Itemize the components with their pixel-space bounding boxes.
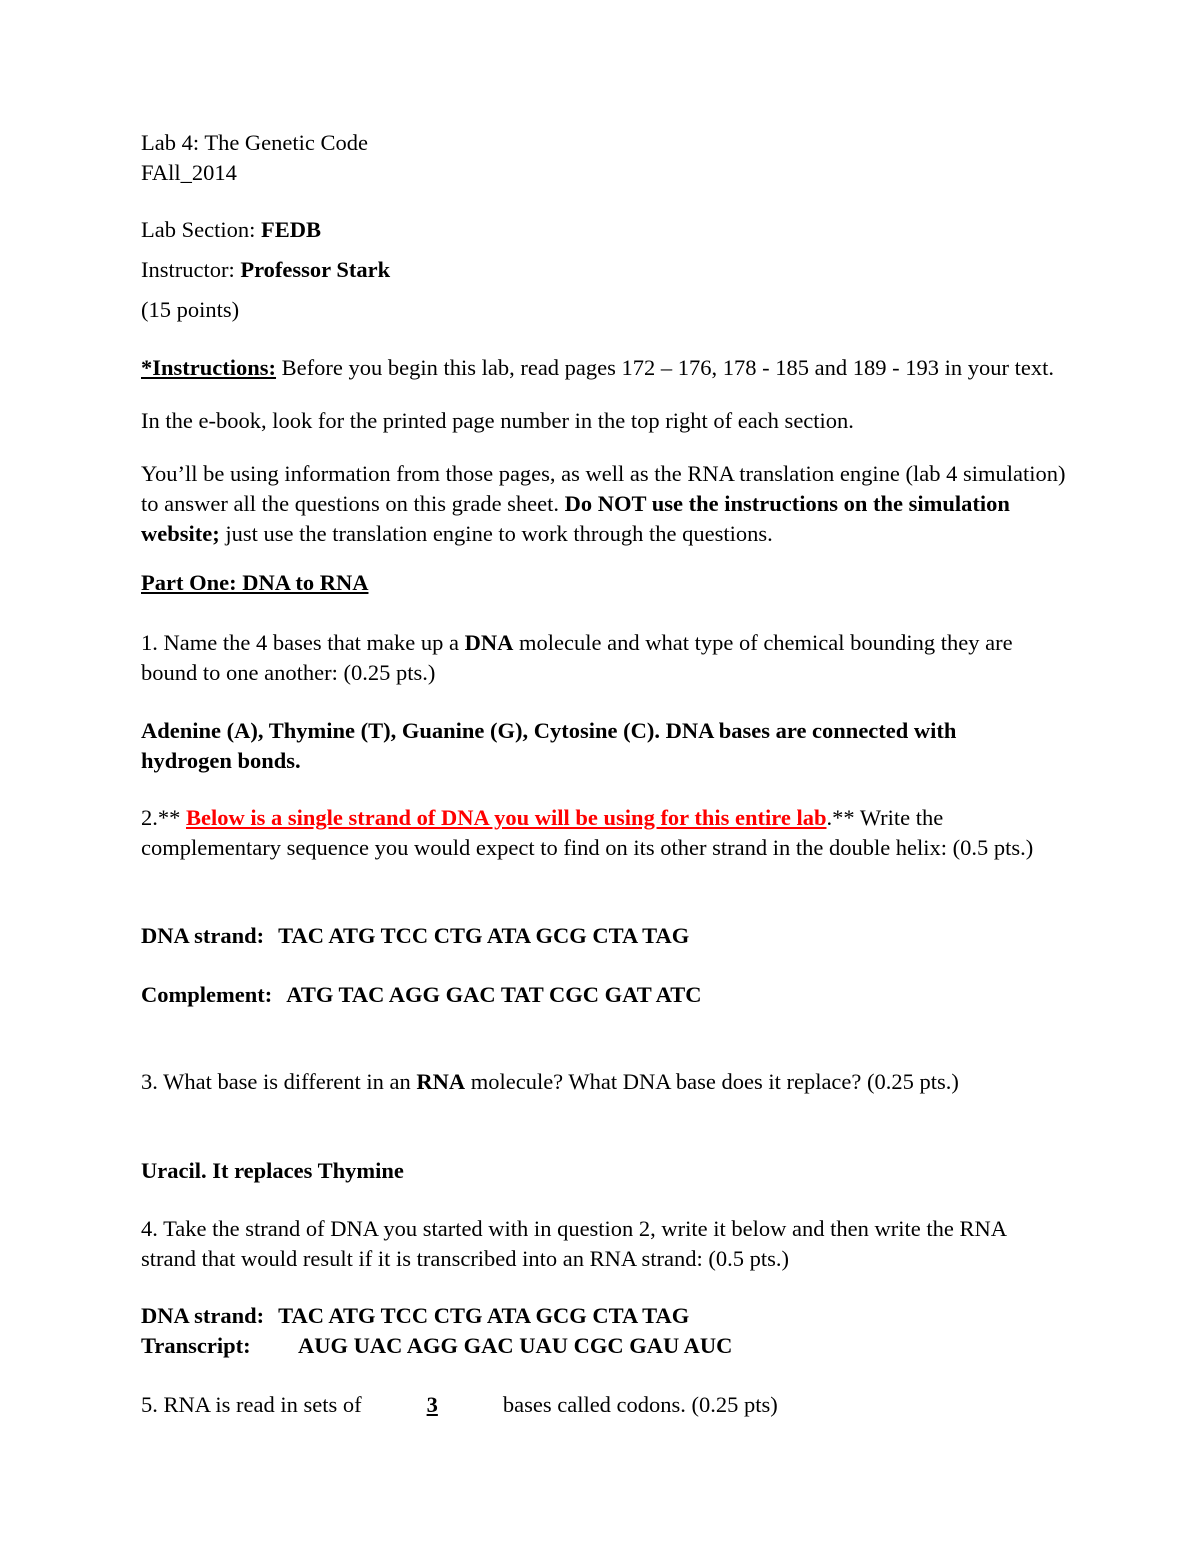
q1-prefix: 1. Name the 4 bases that make up a [141,630,465,655]
lab-title: Lab 4: The Genetic Code [141,130,369,155]
total-points: (15 points) [141,297,240,322]
instructor-label: Instructor: [141,257,241,282]
q2-complement-value: ATG TAC AGG GAC TAT CGC GAT ATC [286,982,702,1007]
lab-section-label: Lab Section: [141,217,261,242]
term-label: FAll_2014 [141,160,237,185]
q2-prefix: 2.** [141,805,186,830]
q1-answer: Adenine (A), Thymine (T), Guanine (G), Cytosine (C). DNA bases are connected with hydrogen bonds. [141,718,957,773]
q2-complement-label: Complement: [141,982,273,1007]
q2-dna-value: TAC ATG TCC CTG ATA GCG CTA TAG [278,923,690,948]
q1-bold: DNA [464,630,514,655]
q2-dna-label: DNA strand: [141,923,265,948]
question-1 [141,628,1051,688]
instructor-value: Professor Stark [240,257,391,282]
instructions-para2-b: just use the translation engine to work through the questions. [219,521,773,546]
question-4: 4. Take the strand of DNA you started with in question 2, write it below and then write the RNA strand that would result if it is transcribed into an RNA strand: (0.5 pts.) [141,1216,1006,1271]
q2-dna-strand [141,921,689,951]
q4-dna-value: TAC ATG TCC CTG ATA GCG CTA TAG [278,1303,690,1328]
q5-answer-blank [367,1390,497,1420]
q4-transcript-value: AUG UAC AGG GAC UAU CGC GAU AUC [298,1333,733,1358]
question-3 [141,1067,1031,1097]
q1-suffix: molecule and what type of chemical bounding they are bound to one another: (0.25 pts.) [141,630,1013,685]
q2-complement [141,980,702,1010]
q3-suffix: molecule? What DNA base does it replace? (0.25 pts.) [465,1069,959,1094]
instructions-line1: Before you begin this lab, read pages 172 – 176, 178 - 185 and 189 - 193 in your text. [276,355,1054,380]
q4-transcript [141,1331,732,1361]
instructions-line2: In the e-book, look for the printed page number in the top right of each section. [141,408,854,433]
q4-transcript-label: Transcript: [141,1333,251,1358]
lab-section [141,215,321,245]
instructions-label: *Instructions: [141,355,277,380]
q2-suffix: .** Write the complementary sequence you would expect to find on its other strand in the double helix: (0.5 pts.) [141,805,1034,860]
instructions-para2-bold: Do NOT use the instructions on the simulation website; [141,491,1010,546]
question-5 [141,1390,778,1420]
q5-prefix: 5. RNA is read in sets of [141,1392,368,1417]
part-one-heading: Part One: DNA to RNA [141,570,369,595]
question-2 [141,803,1041,863]
q2-red-note: Below is a single strand of DNA you will be using for this entire lab [186,805,827,830]
instructor [141,255,390,285]
q3-prefix: 3. What base is different in an [141,1069,417,1094]
q4-dna-strand [141,1301,689,1331]
q3-bold: RNA [416,1069,466,1094]
q3-answer: Uracil. It replaces Thymine [141,1158,404,1183]
lab-section-value: FEDB [260,217,321,242]
q4-dna-label: DNA strand: [141,1303,265,1328]
q5-answer-value: 3 [426,1392,438,1417]
instructions-paragraph [141,353,1061,383]
q5-suffix: bases called codons. (0.25 pts) [497,1392,778,1417]
instructions-para2-a: You’ll be using information from those pages, as well as the RNA translation engine (lab 4 simulation) to answer all the questions on this grade sheet. [141,461,1066,516]
instructions-paragraph-2 [141,459,1066,549]
